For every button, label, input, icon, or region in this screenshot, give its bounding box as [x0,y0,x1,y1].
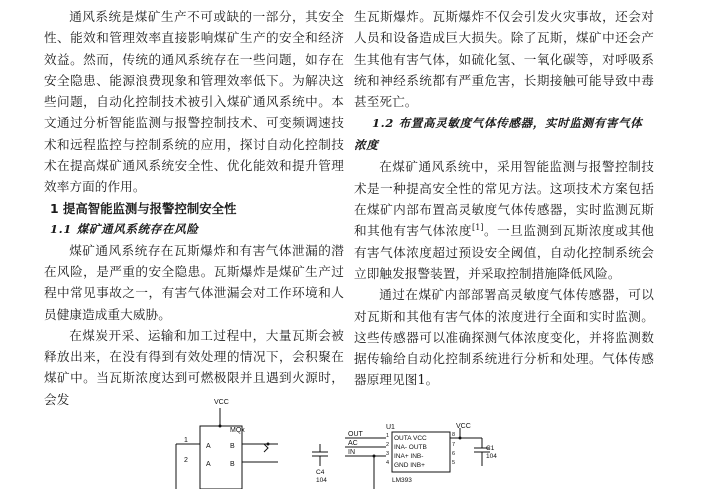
chip-pin-number-5: 5 [452,460,456,466]
gas-sensor-circuit-diagram [160,396,540,489]
paragraph-gas-release: 在煤炭开采、运输和加工过程中，大量瓦斯会被释放出来，在没有得到有效处理的情况下，会积聚在煤矿中。当瓦斯浓度达到可燃极限并且遇到火源时，会发 [44,327,344,407]
chip-pin-number-1: 1 [386,433,390,439]
vcc-label-left: VCC [214,399,229,406]
sensor-pin-b2: B [230,461,235,468]
paragraph-sensor-deployment: 通过在煤矿内部部署高灵敏度气体传感器，可以对瓦斯和其他有害气体的浓度进行全面和实时监测。这些传感器可以准确探测气体浓度变化，并将监测数据传输给自动化控制系统进行分析和处理。气体传感器原理见图1。 [354,287,654,388]
net-label-out: OUT [348,431,363,438]
pin-label-1: 1 [184,437,188,444]
paragraph-sensor-monitoring [354,156,654,284]
section-heading-1: 1 提高智能监测与报警控制安全性 [50,200,237,216]
sensor-pin-b1: B [230,443,235,450]
vcc-label-right: VCC [456,423,471,430]
chip-pin-number-6: 6 [452,451,456,457]
chip-pin-number-3: 3 [386,451,390,457]
subsection-heading-1-1: 1.1 煤矿通风系统存在风险 [50,221,199,236]
capacitor-c1-label: C1 [486,445,495,452]
capacitor-c1-value: 104 [486,453,497,460]
citation-ref: [1] [471,223,484,233]
paragraph-gas-explosion: 生瓦斯爆炸。瓦斯爆炸不仅会引发火灾事故，还会对人员和设备造成巨大损失。除了瓦斯，煤矿中还会产生其他有害气体，如硫化氢、一氧化碳等，对呼吸系统和神经系统都有严重危害，长期接触可能导致中毒甚至死亡。 [354,9,654,110]
chip-pin-row-3: INA+ INB- [394,453,424,460]
chip-pin-row-1: OUTA VCC [394,435,427,442]
subsection-heading-1-2: 1.2 布置高灵敏度气体传感器，实时监测有害气体浓度 [354,116,643,153]
capacitor-c4-value: 104 [316,477,327,484]
chip-u1-label: U1 [386,424,395,431]
paragraph-risk: 煤矿通风系统存在瓦斯爆炸和有害气体泄漏的潜在风险，是严重的安全隐患。瓦斯爆炸是煤矿生产过程中常见事故之一，有害气体泄漏会对工作环境和人员健康造成重大威胁。 [44,242,344,322]
chip-pin-number-4: 4 [386,460,390,466]
net-label-in: IN [348,449,355,456]
pin-label-2: 2 [184,457,188,464]
sensor-pin-a1: A [206,443,211,450]
capacitor-c4-label: C4 [316,469,325,476]
net-label-ac: AC [348,440,358,447]
right-column [354,6,654,391]
paragraph-sensor-text-a: 在煤矿通风系统中，采用智能监测与报警控制技术是一种提高安全性的常见方法。这项技术方案包括在煤矿内部布置高灵敏度气体传感器，实时监测瓦斯和其他有害气体浓度 [354,159,654,239]
chip-pin-row-4: GND INB+ [394,462,425,469]
sensor-label: MQx [230,427,245,434]
sensor-pin-a2: A [206,461,211,468]
chip-part-name: LM393 [392,477,412,484]
chip-pin-row-2: INA- OUTB [394,444,427,451]
chip-pin-number-8: 8 [452,432,456,438]
intro-paragraph: 通风系统是煤矿生产不可或缺的一部分，其安全性、能效和管理效率直接影响煤矿生产的安全和经济效益。然而，传统的通风系统存在一些问题，如存在安全隐患、能源浪费现象和管理效率低下。为解决这些问题，自动化控制技术被引入煤矿通风系统中。本文通过分析智能监测与报警控制技术、可变频调速技术和远程监控与控制系统的应用，探讨自动化控制技术在提高煤矿通风系统安全性、优化能效和提升管理效率方面的作用。 [44,9,344,195]
left-column [44,6,344,410]
chip-pin-number-7: 7 [452,442,456,448]
paragraph-sensor-text-b: 。一旦监测到瓦斯浓度或其他有害气体浓度超过预设安全阈值，自动化控制系统会立即触发报警装置，并采取控制措施降低风险。 [354,223,654,281]
chip-pin-number-2: 2 [386,442,390,448]
